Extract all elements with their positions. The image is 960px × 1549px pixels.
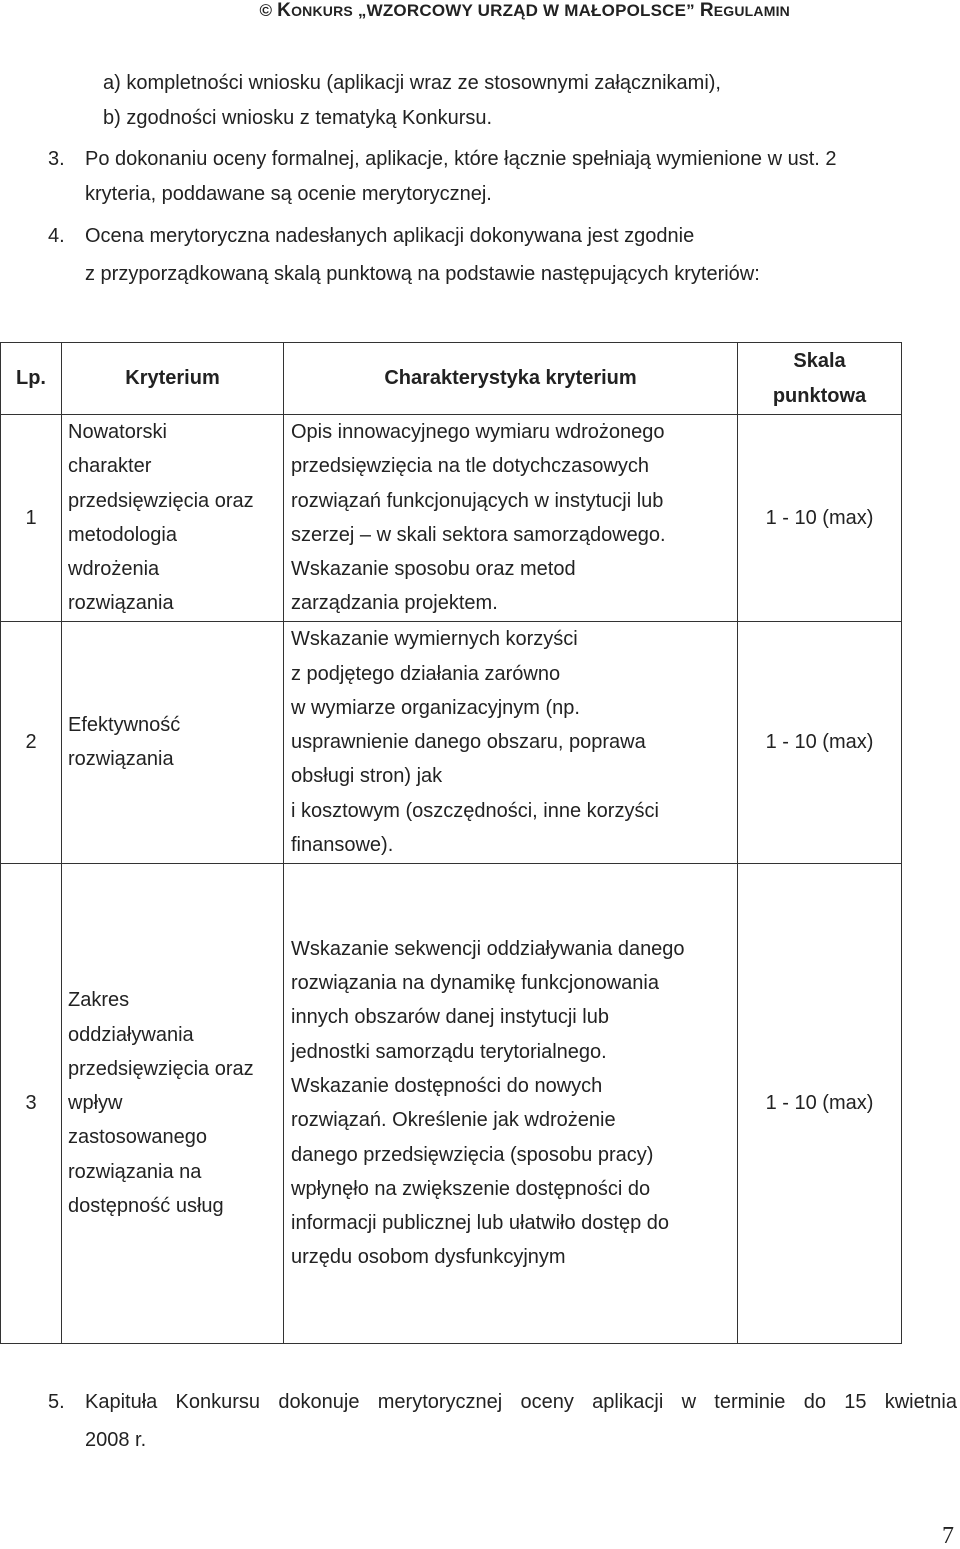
item-b: b) zgodności wniosku z tematyką Konkursu. [103, 107, 493, 129]
table-header-row [1, 343, 902, 415]
row-3-skala: 1 - 10 (max) [738, 863, 902, 1343]
table-row [1, 621, 902, 863]
item-a: a) kompletności wniosku (aplikacji wraz ze stosownymi załącznikami), [103, 72, 721, 94]
row-3-lp: 3 [1, 863, 62, 1343]
page-header [260, 0, 791, 20]
table-row [1, 863, 902, 1343]
table-row [1, 415, 902, 622]
row-2-charakterystyka: Wskazanie wymiernych korzyści z podjętego działania zarówno w wymiarze organizacyjnym (np. usprawnienie danego obszaru, poprawa obsługi stron) jak i kosztowym (oszczędności, inne korzyści finansowe). [284, 621, 738, 863]
header-k: K [277, 0, 292, 21]
row-2-skala: 1 - 10 (max) [738, 621, 902, 863]
paragraph-5-line-1: Kapituła Konkursu dokonuje merytorycznej oceny aplikacji w terminie do 15 kwietnia [85, 1391, 957, 1413]
criteria-table [0, 342, 902, 1344]
header-charakterystyka: Charakterystyka kryterium [284, 343, 738, 415]
paragraph-5-line-2: 2008 r. [85, 1429, 147, 1451]
paragraph-3-line-1: Po dokonaniu oceny formalnej, aplikacje, które łącznie spełniają wymienione w ust. 2 [85, 148, 837, 170]
header-skala: Skala punktowa [738, 343, 902, 415]
paragraph-5-number: 5. [48, 1391, 65, 1413]
header-r: R [699, 0, 714, 21]
header-lp: Lp. [1, 343, 62, 415]
page-number: 7 [942, 1523, 954, 1549]
row-3-charakterystyka: Wskazanie sekwencji oddziaływania danego rozwiązania na dynamikę funkcjonowania innych obszarów danej instytucji lub jednostki samorządu terytorialnego. Wskazanie dostępności do nowych rozwiązań. Określenie jak wdrożenie danego przedsięwzięcia (sposobu pracy) wpłynęło na zwiększenie dostępności do informacji publicznej lub ułatwiło dostęp do urzędu osobom dysfunkcyjnym [284, 863, 738, 1343]
paragraph-4-line-1: Ocena merytoryczna nadesłanych aplikacji dokonywana jest zgodnie [85, 225, 695, 247]
paragraph-4-number: 4. [48, 225, 65, 247]
header-kryterium: Kryterium [62, 343, 284, 415]
row-2-lp: 2 [1, 621, 62, 863]
row-1-skala: 1 - 10 (max) [738, 415, 902, 622]
row-3-kryterium: Zakres oddziaływania przedsięwzięcia oraz wpływ zastosowanego rozwiązania na dostępność usług [62, 863, 284, 1343]
header-onkurs: ONKURS [291, 3, 353, 19]
header-egulamin: EGULAMIN [713, 3, 790, 19]
copyright-symbol: © [259, 1, 273, 20]
paragraph-3-line-2: kryteria, poddawane są ocenie merytorycznej. [85, 183, 492, 205]
row-1-lp: 1 [1, 415, 62, 622]
paragraph-3-number: 3. [48, 148, 65, 170]
header-title: „WZORCOWY URZĄD W MAŁOPOLSCE” [357, 1, 695, 20]
row-1-kryterium: Nowatorski charakter przedsięwzięcia oraz metodologia wdrożenia rozwiązania [62, 415, 284, 622]
paragraph-4-line-2: z przyporządkowaną skalą punktową na podstawie następujących kryteriów: [85, 263, 760, 285]
row-2-kryterium: Efektywność rozwiązania [62, 621, 284, 863]
row-1-charakterystyka: Opis innowacyjnego wymiaru wdrożonego przedsięwzięcia na tle dotychczasowych rozwiązań funkcjonujących w instytucji lub szerzej – w skali sektora samorządowego. Wskazanie sposobu oraz metod zarządzania projektem. [284, 415, 738, 622]
